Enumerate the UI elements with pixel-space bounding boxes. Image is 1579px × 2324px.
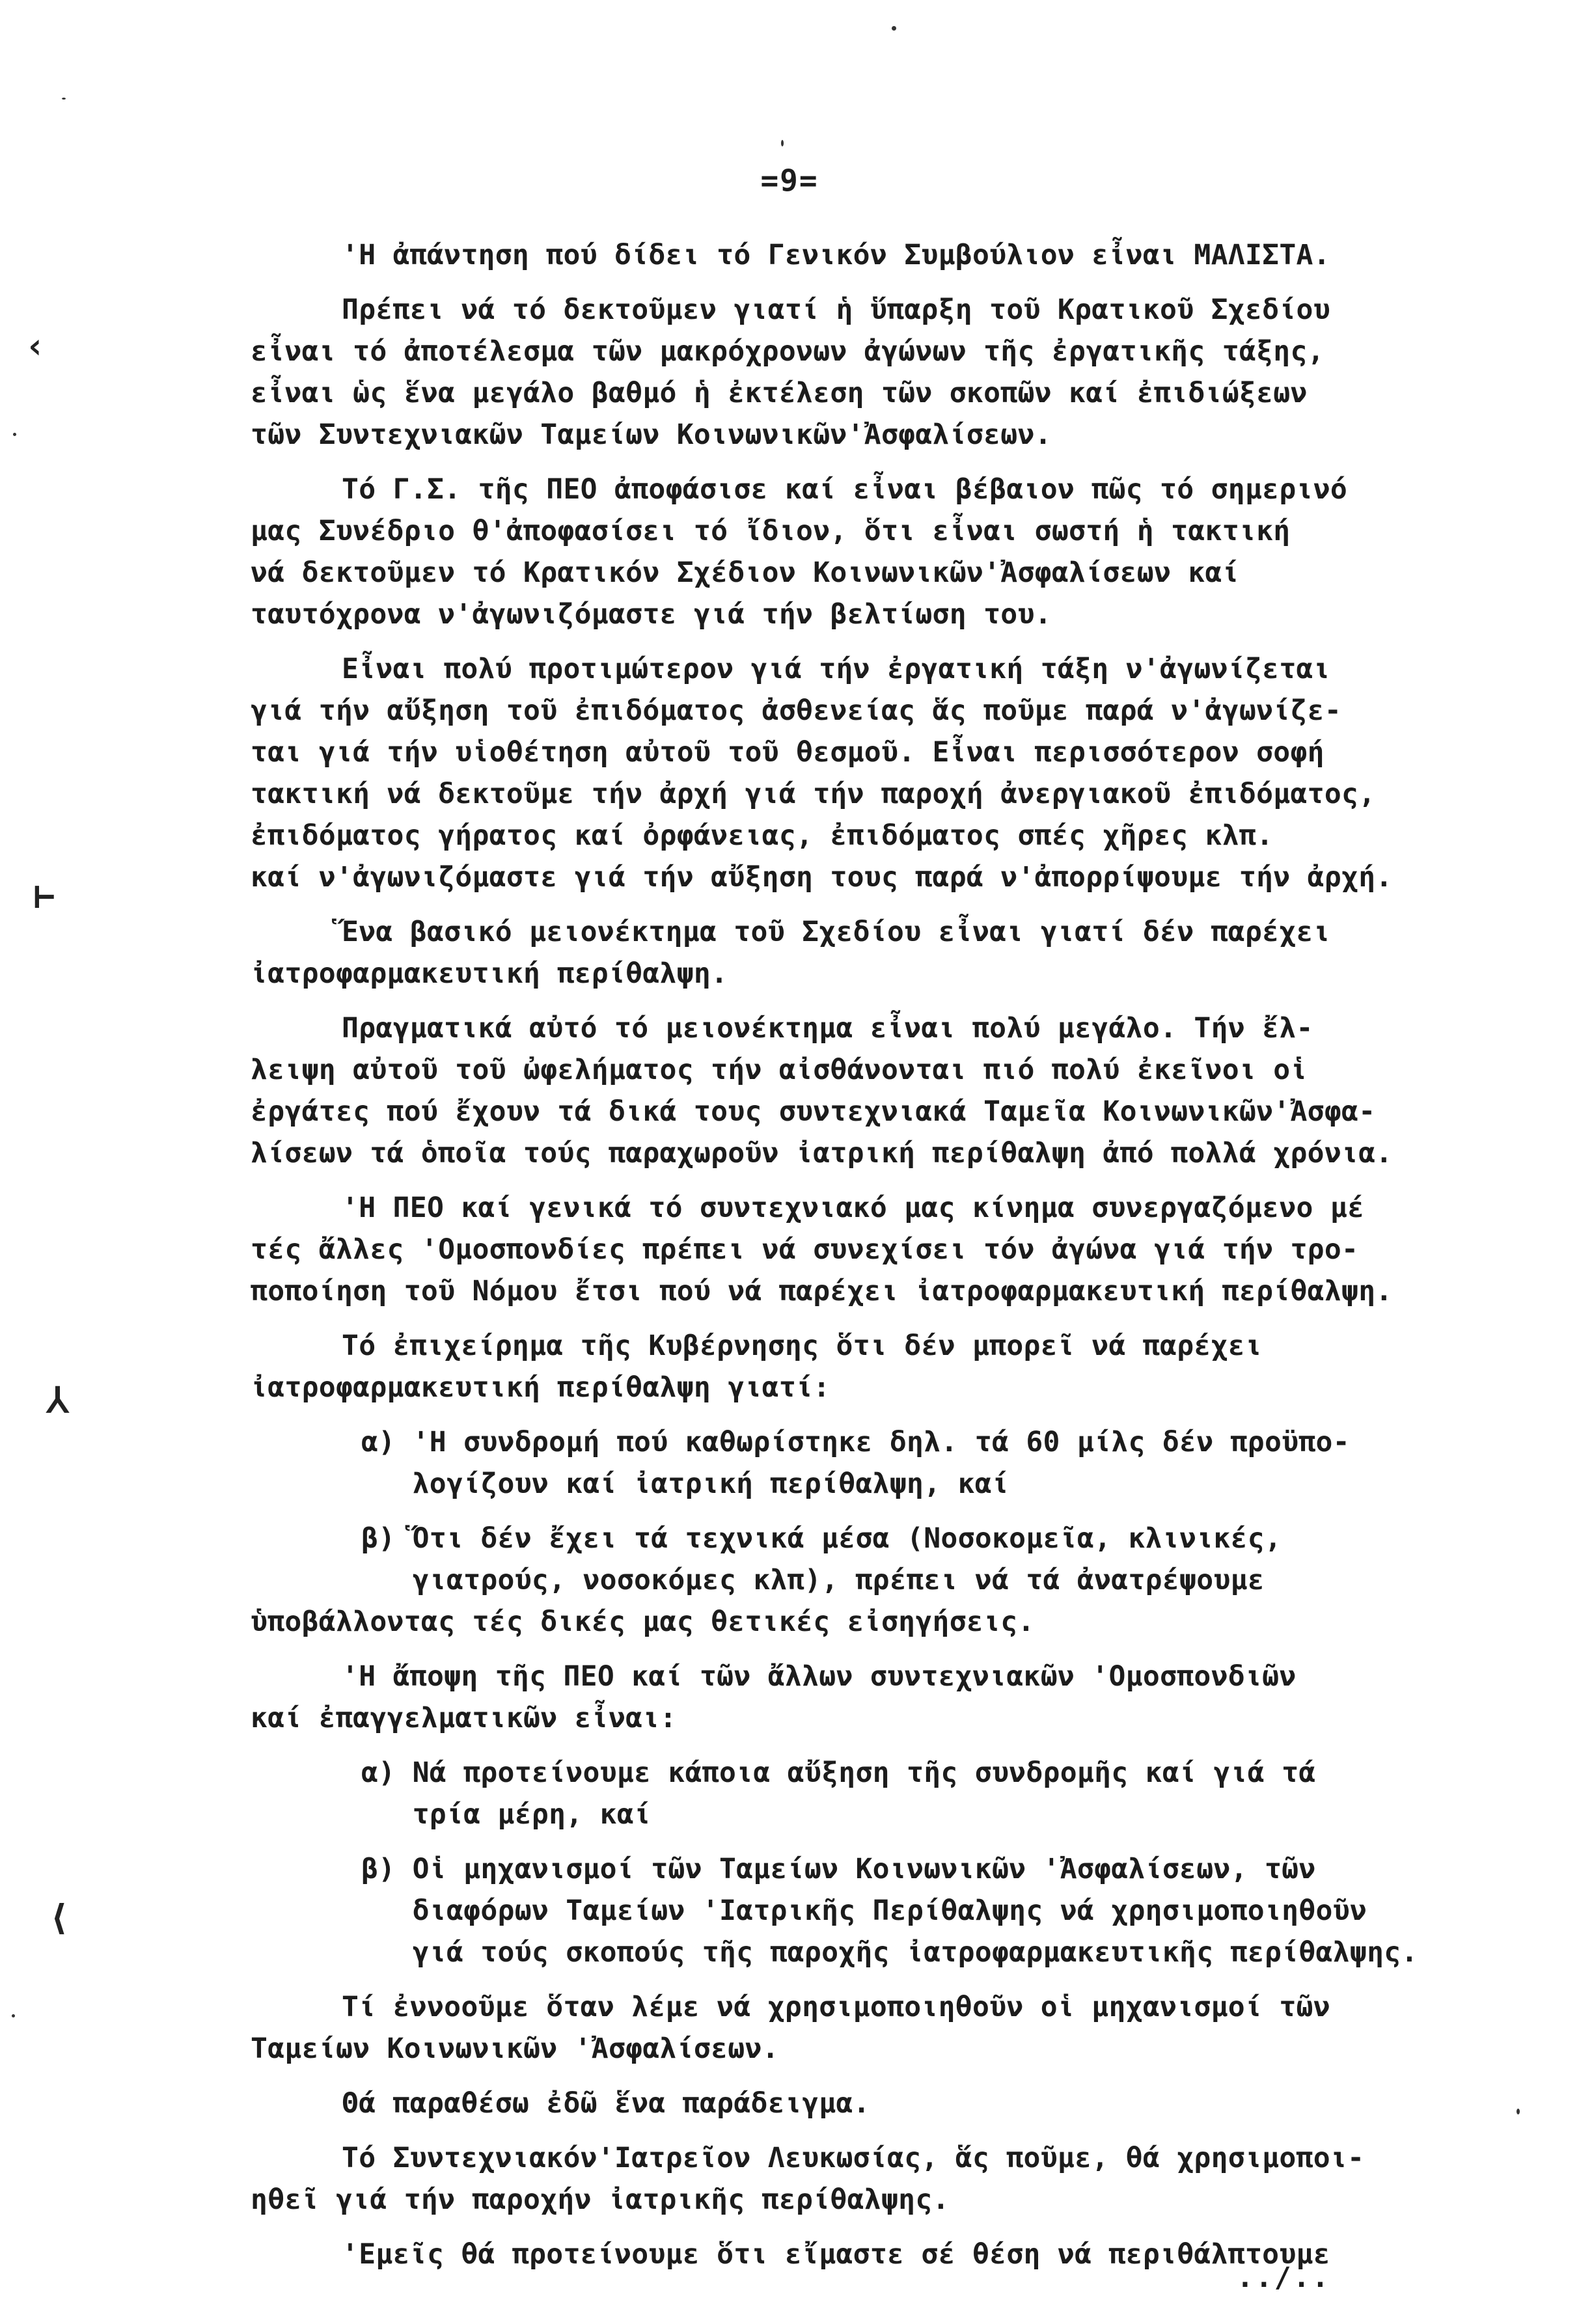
text-line: 'Η ἀπάντηση πού δίδει τό Γενικόν Συμβούλιον εἶναι ΜΑΛΙΣΤΑ.	[342, 239, 1330, 271]
text-line: Τό Γ.Σ. τῆς ΠΕΟ ἀποφάσισε καί εἶναι βέβαιον πῶς τό σημερινό	[342, 473, 1348, 506]
paragraph	[251, 234, 1539, 276]
text-line: λίσεων τά ὁποῖα τούς παραχωροῦν ἰατρική περίθαλψη ἀπό πολλά χρόνια.	[251, 1137, 1393, 1169]
scan-speck	[892, 26, 896, 31]
text-line: α) Νά προτείνουμε κάποια αὔξηση τῆς συνδρομῆς καί γιά τά	[361, 1757, 1316, 1789]
text-line: νά δεκτοῦμεν τό Κρατικόν Σχέδιον Κοινωνικῶν'Ἀσφαλίσεων καί	[251, 556, 1239, 589]
paragraph	[251, 1848, 1539, 1973]
paragraph	[251, 911, 1539, 994]
text-line: ἰατροφαρμακευτική περίθαλψη.	[251, 957, 728, 990]
text-line: Πρέπει νά τό δεκτοῦμεν γιατί ἡ ὕπαρξη τοῦ Κρατικοῦ Σχεδίου	[342, 294, 1330, 326]
text-line: εἶναι τό ἀποτέλεσμα τῶν μακρόχρονων ἀγώνων τῆς ἐργατικῆς τάξης,	[251, 335, 1325, 368]
text-line: β) Ὅτι δέν ἔχει τά τεχνικά μέσα (Νοσοκομεῖα, κλινικές,	[361, 1522, 1282, 1555]
text-line: διαφόρων Ταμείων 'Ιατρικῆς Περίθαλψης νά χρησιμοποιηθοῦν	[361, 1894, 1367, 1927]
text-line: ται γιά τήν υἱοθέτηση αὐτοῦ τοῦ θεσμοῦ. Εἶναι περισσότερον σοφή	[251, 736, 1325, 769]
text-line: καί ἐπαγγελματικῶν εἶναι:	[251, 1702, 677, 1734]
text-line: Ταμείων Κοινωνικῶν 'Ἀσφαλίσεων.	[251, 2032, 779, 2065]
text-line: Ἕνα βασικό μειονέκτημα τοῦ Σχεδίου εἶναι γιατί δέν παρέχει	[342, 916, 1330, 948]
margin-mark-3: ⅄	[47, 1380, 68, 1421]
text-line: μας Συνέδριο θ'ἀποφασίσει τό ἴδιον, ὅτι εἶναι σωστή ἡ τακτική	[251, 515, 1291, 547]
text-line: Τό Συντεχνιακόν'Ιατρεῖον Λευκωσίας, ἅς ποῦμε, θά χρησιμοποι-	[342, 2142, 1365, 2174]
continuation-mark: ../..	[1237, 2262, 1331, 2294]
scan-speck	[781, 140, 784, 146]
text-line: λειψη αὐτοῦ τοῦ ὠφελήματος τήν αἰσθάνονται πιό πολύ ἐκεῖνοι οἱ	[251, 1054, 1308, 1086]
paragraph	[251, 469, 1539, 635]
paragraph	[251, 1986, 1539, 2070]
page-number: =9=	[760, 163, 819, 198]
text-line: 'Η ἄποψη τῆς ΠΕΟ καί τῶν ἄλλων συντεχνιακῶν 'Ομοσπονδιῶν	[342, 1660, 1297, 1693]
text-line: 'Η ΠΕΟ καί γενικά τό συντεχνιακό μας κίνημα συνεργαζόμενο μέ	[342, 1192, 1365, 1224]
text-line: ηθεῖ γιά τήν παροχήν ἰατρικῆς περίθαλψης.	[251, 2183, 950, 2216]
paragraph	[251, 2083, 1539, 2124]
paragraph	[251, 1325, 1539, 1408]
paragraph	[251, 1421, 1539, 1505]
text-line: Τό ἐπιχείρημα τῆς Κυβέρνησης ὅτι δέν μπορεῖ νά παρέχει	[342, 1330, 1263, 1362]
text-line: ἰατροφαρμακευτική περίθαλψη γιατί:	[251, 1371, 831, 1404]
paragraph	[251, 1656, 1539, 1739]
text-line: λογίζουν καί ἰατρική περίθαλψη, καί	[361, 1468, 1009, 1500]
document-body	[251, 234, 1539, 2275]
paragraph	[251, 1752, 1539, 1835]
text-line: ταυτόχρονα ν'ἀγωνιζόμαστε γιά τήν βελτίωση του.	[251, 598, 1052, 631]
paragraph	[251, 1007, 1539, 1174]
text-line: τρία μέρη, καί	[361, 1798, 652, 1831]
margin-mark-2: ⊢	[34, 875, 55, 916]
paragraph	[251, 1518, 1539, 1643]
text-line: ἐπιδόματος γήρατος καί ὀρφάνειας, ἐπιδόματος σπές χῆρες κλπ.	[251, 819, 1274, 852]
paragraph	[251, 648, 1539, 898]
text-line: Τί ἐννοοῦμε ὅταν λέμε νά χρησιμοποιηθοῦν οἱ μηχανισμοί τῶν	[342, 1991, 1330, 2023]
text-line: ἐργάτες πού ἔχουν τά δικά τους συντεχνιακά Ταμεῖα Κοινωνικῶν'Ἀσφα-	[251, 1095, 1376, 1128]
text-line: τές ἄλλες 'Ομοσπονδίες πρέπει νά συνεχίσει τόν ἀγώνα γιά τήν τρο-	[251, 1233, 1359, 1266]
text-line: β) Οἱ μηχανισμοί τῶν Ταμείων Κοινωνικῶν 'Ἀσφαλίσεων, τῶν	[361, 1853, 1316, 1885]
paragraph	[251, 2137, 1539, 2221]
text-line: Εἶναι πολύ προτιμώτερον γιά τήν ἐργατική τάξη ν'ἀγωνίζεται	[342, 653, 1330, 685]
scan-speck	[62, 98, 66, 100]
text-line: εἶναι ὡς ἕνα μεγάλο βαθμό ἡ ἐκτέλεση τῶν σκοπῶν καί ἐπιδιώξεων	[251, 377, 1308, 409]
text-line: ὑποβάλλοντας τές δικές μας θετικές εἰσηγήσεις.	[251, 1606, 1035, 1638]
text-line: καί ν'ἀγωνιζόμαστε γιά τήν αὔξηση τους παρά ν'ἀπορρίψουμε τήν ἀρχή.	[251, 861, 1393, 894]
margin-mark-1: ‹	[25, 325, 46, 366]
text-line: ποποίηση τοῦ Νόμου ἔτσι πού νά παρέχει ἰατροφαρμακευτική περίθαλψη.	[251, 1275, 1393, 1307]
paragraph	[251, 2234, 1539, 2275]
paragraph	[251, 1187, 1539, 1312]
text-line: Θά παραθέσω ἐδῶ ἕνα παράδειγμα.	[342, 2087, 870, 2120]
scan-speck	[12, 2014, 15, 2017]
text-line: γιά τούς σκοπούς τῆς παροχῆς ἰατροφαρμακευτικῆς περίθαλψης.	[361, 1936, 1418, 1969]
text-line: 'Εμεῖς θά προτείνουμε ὅτι εἴμαστε σέ θέση νά περιθάλπτουμε	[342, 2238, 1330, 2271]
scan-speck	[1517, 2109, 1520, 2114]
text-line: γιατρούς, νοσοκόμες κλπ), πρέπει νά τά ἀνατρέψουμε	[361, 1564, 1265, 1596]
paragraph	[251, 289, 1539, 456]
margin-mark-4: ⟨	[49, 1897, 70, 1938]
text-line: γιά τήν αὔξηση τοῦ ἐπιδόματος ἀσθενείας ἅς ποῦμε παρά ν'ἀγωνίζε-	[251, 694, 1342, 727]
text-line: α) 'Η συνδρομή πού καθωρίστηκε δηλ. τά 60 μίλς δέν προϋπο-	[361, 1426, 1350, 1458]
text-line: Πραγματικά αὐτό τό μειονέκτημα εἶναι πολύ μεγάλο. Τήν ἔλ-	[342, 1012, 1313, 1045]
text-line: τῶν Συντεχνιακῶν Ταμείων Κοινωνικῶν'Ἀσφαλίσεων.	[251, 418, 1052, 451]
text-line: τακτική νά δεκτοῦμε τήν ἀρχή γιά τήν παροχή ἀνεργιακοῦ ἐπιδόματος,	[251, 778, 1376, 810]
scan-speck	[13, 433, 16, 436]
